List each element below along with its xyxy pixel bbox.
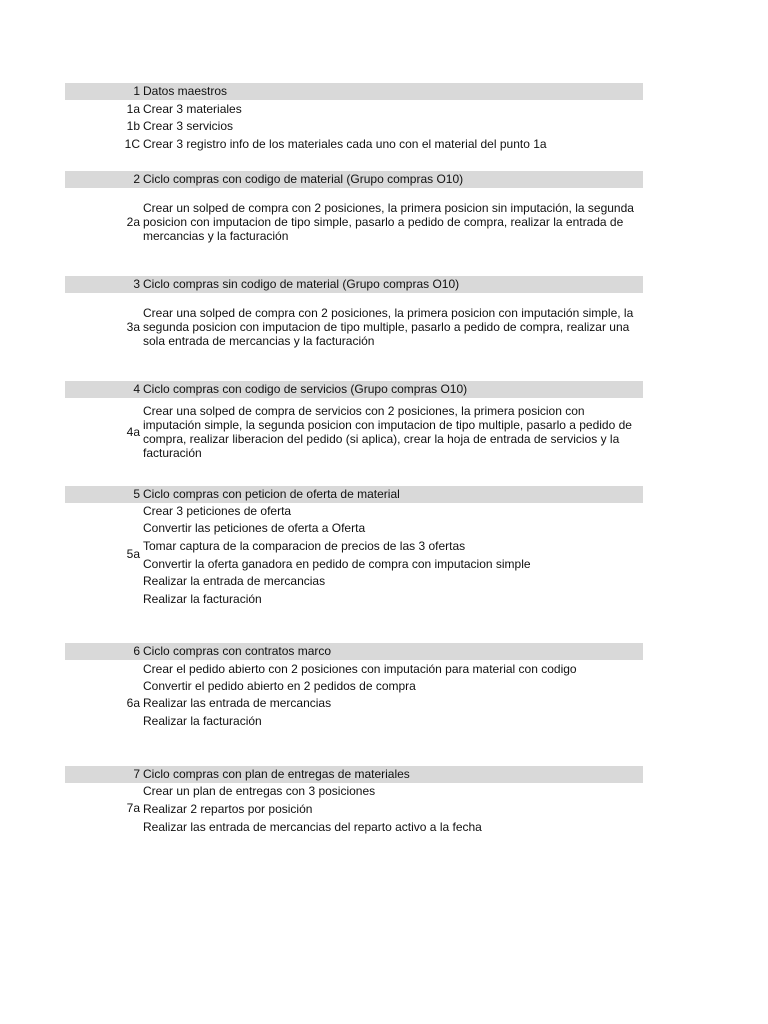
section-1-title: Datos maestros [143, 84, 228, 98]
section-5-step-5: Realizar la entrada de mercancias [143, 574, 326, 588]
section-1-code-1c: 1C [124, 137, 140, 151]
section-4-number: 4 [133, 382, 140, 396]
section-5-number: 5 [133, 487, 140, 501]
section-1-item-1a: Crear 3 materiales [143, 102, 242, 116]
section-5-step-6: Realizar la facturación [143, 592, 262, 606]
section-3-code: 3a [126, 320, 140, 334]
section-1-code-1b: 1b [126, 119, 140, 133]
section-5-step-3: Tomar captura de la comparacion de precios de las 3 ofertas [143, 539, 466, 553]
section-4-title: Ciclo compras con codigo de servicios (Grupo compras O10) [143, 382, 468, 396]
section-6-step-3: Realizar las entrada de mercancias [143, 696, 332, 710]
section-2-title: Ciclo compras con codigo de material (Grupo compras O10) [143, 172, 464, 186]
section-7-step-2: Realizar 2 repartos por posición [143, 802, 313, 816]
section-4-description: Crear una solped de compra de servicios con 2 posiciones, la primera posicion con imputación simple, la segunda posicion con imputacion de tipo multiple, pasarlo a pedido de compra, realizar liberacion del pedido (si aplica), crear la hoja de entrada de servicios y la facturación [143, 404, 632, 460]
section-7-code: 7a [126, 801, 140, 815]
section-7-title: Ciclo compras con plan de entregas de materiales [143, 767, 410, 781]
section-3-number: 3 [133, 277, 140, 291]
section-1-item-1b: Crear 3 servicios [143, 119, 234, 133]
section-6-number: 6 [133, 644, 140, 658]
section-1-item-1c: Crear 3 registro info de los materiales cada uno con el material del punto 1a [143, 137, 547, 151]
section-5-step-2: Convertir las peticiones de oferta a Oferta [143, 521, 366, 535]
section-7-number: 7 [133, 767, 140, 781]
section-1-number: 1 [133, 84, 140, 98]
section-5-code: 5a [126, 547, 140, 561]
section-7-step-1: Crear un plan de entregas con 3 posiciones [143, 784, 376, 798]
section-2-description: Crear un solped de compra con 2 posiciones, la primera posicion sin imputación, la segunda posicion con imputacion de tipo simple, pasarlo a pedido de compra, realizar la entrada de mercancias y la facturación [143, 201, 634, 243]
section-5-step-4: Convertir la oferta ganadora en pedido de compra con imputacion simple [143, 557, 531, 571]
section-2-code: 2a [126, 215, 140, 229]
section-6-step-1: Crear el pedido abierto con 2 posiciones con imputación para material con codigo [143, 662, 577, 676]
section-5-step-1: Crear 3 peticiones de oferta [143, 504, 292, 518]
section-3-title: Ciclo compras sin codigo de material (Grupo compras O10) [143, 277, 460, 291]
section-6-title: Ciclo compras con contratos marco [143, 644, 332, 658]
section-4-code: 4a [126, 425, 140, 439]
section-6-code: 6a [126, 696, 140, 710]
section-3-description: Crear una solped de compra con 2 posiciones, la primera posicion con imputación simple, la segunda posicion con imputacion de tipo multiple, pasarlo a pedido de compra, realizar una sola entrada de mercancias y la facturación [143, 306, 634, 348]
section-7-step-3: Realizar las entrada de mercancias del reparto activo a la fecha [143, 820, 482, 834]
section-6-step-4: Realizar la facturación [143, 714, 262, 728]
section-2-number: 2 [133, 172, 140, 186]
section-6-step-2: Convertir el pedido abierto en 2 pedidos de compra [143, 679, 416, 693]
section-5-title: Ciclo compras con peticion de oferta de material [143, 487, 400, 501]
section-1-code-1a: 1a [126, 102, 140, 116]
